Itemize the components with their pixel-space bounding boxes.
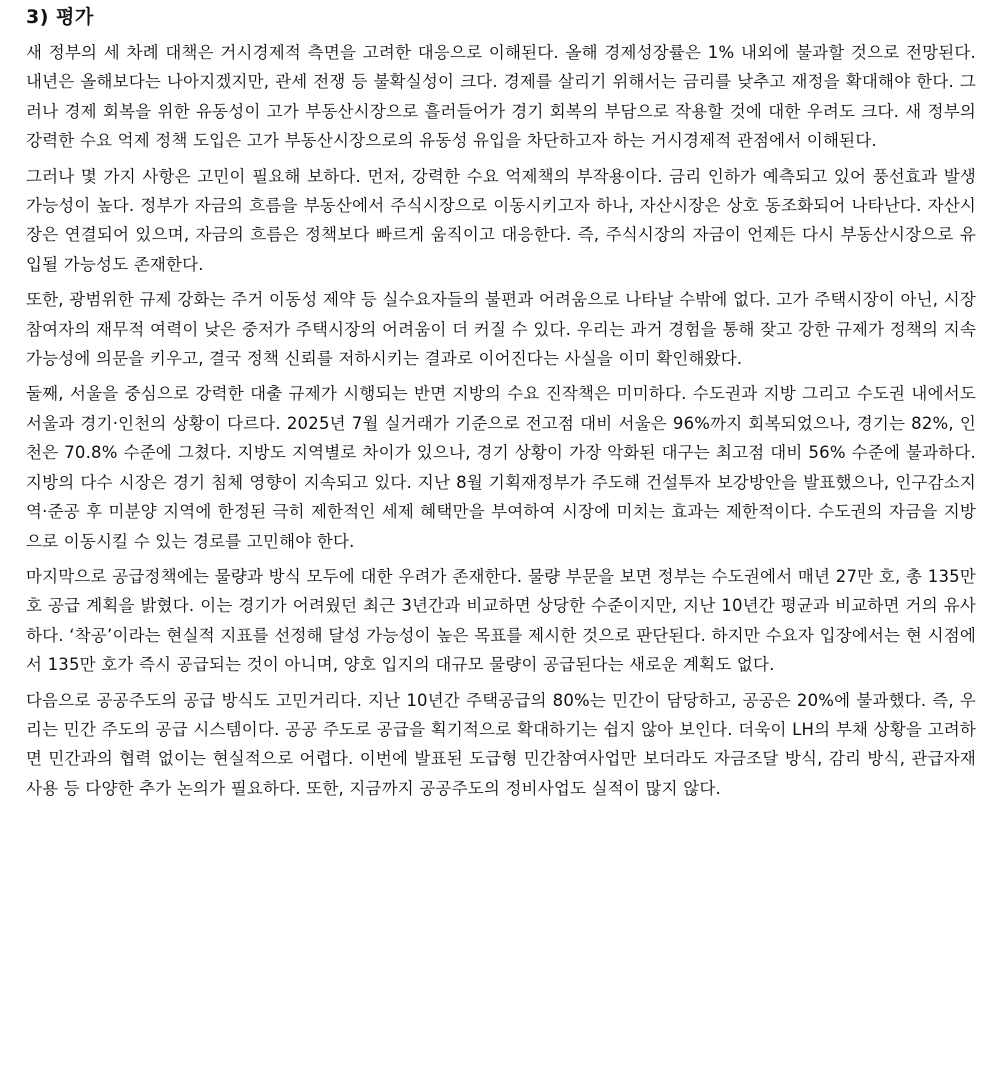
paragraph-regulation-burden: 또한, 광범위한 규제 강화는 주거 이동성 제약 등 실수요자들의 불편과 어려움으로 나타날 수밖에 없다. 고가 주택시장이 아닌, 시장 참여자의 재무적 여력이 낮은 중저가 주택시장의 어려움이 더 커질 수 있다. 우리는 과거 경험을 통해 잦고 강한 규제가 정책의 지속 가능성에 의문을 키우고, 결국 정책 신뢰를 저하시키는 결과로 이어진다는 사실을 이미 확인해왔다. <box>26 290 976 369</box>
paragraph-macroeconomic-rationale: 새 정부의 세 차례 대책은 거시경제적 측면을 고려한 대응으로 이해된다. 올해 경제성장률은 1% 내외에 불과할 것으로 전망된다. 내년은 올해보다는 나아지겠지만, 관세 전쟁 등 불확실성이 크다. 경제를 살리기 위해서는 금리를 낮추고 재정을 확대해야 한다. 그러나 경제 회복을 위한 유동성이 고가 부동산시장으로 흘러들어가 경기 회복의 부담으로 작용할 것에 대한 우려도 크다. 새 정부의 강력한 수요 억제 정책 도입은 고가 부동산시장으로의 유동성 유입을 차단하고자 하는 거시경제적 관점에서 이해된다. <box>26 43 976 151</box>
paragraph-demand-suppression-side-effects: 그러나 몇 가지 사항은 고민이 필요해 보하다. 먼저, 강력한 수요 억제책의 부작용이다. 금리 인하가 예측되고 있어 풍선효과 발생 가능성이 높다. 정부가 자금의 흐름을 부동산에서 주식시장으로 이동시키고자 하나, 자산시장은 상호 동조화되어 나타난다. 자산시장은 연결되어 있으며, 자금의 흐름은 정책보다 빠르게 움직이고 대응한다. 즉, 주식시장의 자금이 언제든 다시 부동산시장으로 유입될 가능성도 존재한다. <box>26 166 976 274</box>
paragraph-supply-volume-concerns: 마지막으로 공급정책에는 물량과 방식 모두에 대한 우려가 존재한다. 물량 부문을 보면 정부는 수도권에서 매년 27만 호, 총 135만 호 공급 계획을 밝혔다. 이는 경기가 어려웠던 최근 3년간과 비교하면 상당한 수준이지만, 지난 10년간 평균과 비교하면 거의 유사하다. ‘착공’이라는 현실적 지표를 선정해 달성 가능성이 높은 목표를 제시한 것으로 판단된다. 하지만 수요자 입장에서는 현 시점에서 135만 호가 즉시 공급되는 것이 아니며, 양호 입지의 대규모 물량이 공급된다는 새로운 계획도 없다. <box>26 566 976 675</box>
paragraph-regional-disparity: 둘째, 서울을 중심으로 강력한 대출 규제가 시행되는 반면 지방의 수요 진작책은 미미하다. 수도권과 지방 그리고 수도권 내에서도 서울과 경기·인천의 상황이 다르다. 2025년 7월 실거래가 기준으로 전고점 대비 서울은 96%까지 회복되었으나, 경기는 82%, 인천은 70.8% 수준에 그쳤다. 지방도 지역별로 차이가 있으나, 경기 상황이 가장 악화된 대구는 최고점 대비 56% 수준에 불과하다. 지방의 다수 시장은 경기 침체 영향이 지속되고 있다. 지난 8월 기획재정부가 주도해 건설투자 보강방안을 발표했으나, 인구감소지역·준공 후 미분양 지역에 한정된 극히 제한적인 세제 혜택만을 부여하여 시장에 미치는 효과는 제한적이다. 수도권의 자금을 지방으로 이동시킬 수 있는 경로를 고민해야 한다. <box>26 384 976 551</box>
section-heading: 3) 평가 <box>26 6 94 28</box>
paragraph-public-supply-method: 다음으로 공공주도의 공급 방식도 고민거리다. 지난 10년간 주택공급의 80%는 민간이 담당하고, 공공은 20%에 불과했다. 즉, 우리는 민간 주도의 공급 시스템이다. 공공 주도로 공급을 획기적으로 확대하기는 쉽지 않아 보인다. 더욱이 LH의 부채 상황을 고려하면 민간과의 협력 없이는 현실적으로 어렵다. 이번에 발표된 도급형 민간참여사업만 보더라도 자금조달 방식, 감리 방식, 관급자재 사용 등 다양한 추가 논의가 필요하다. 또한, 지금까지 공공주도의 정비사업도 실적이 많지 않다. <box>26 690 976 798</box>
